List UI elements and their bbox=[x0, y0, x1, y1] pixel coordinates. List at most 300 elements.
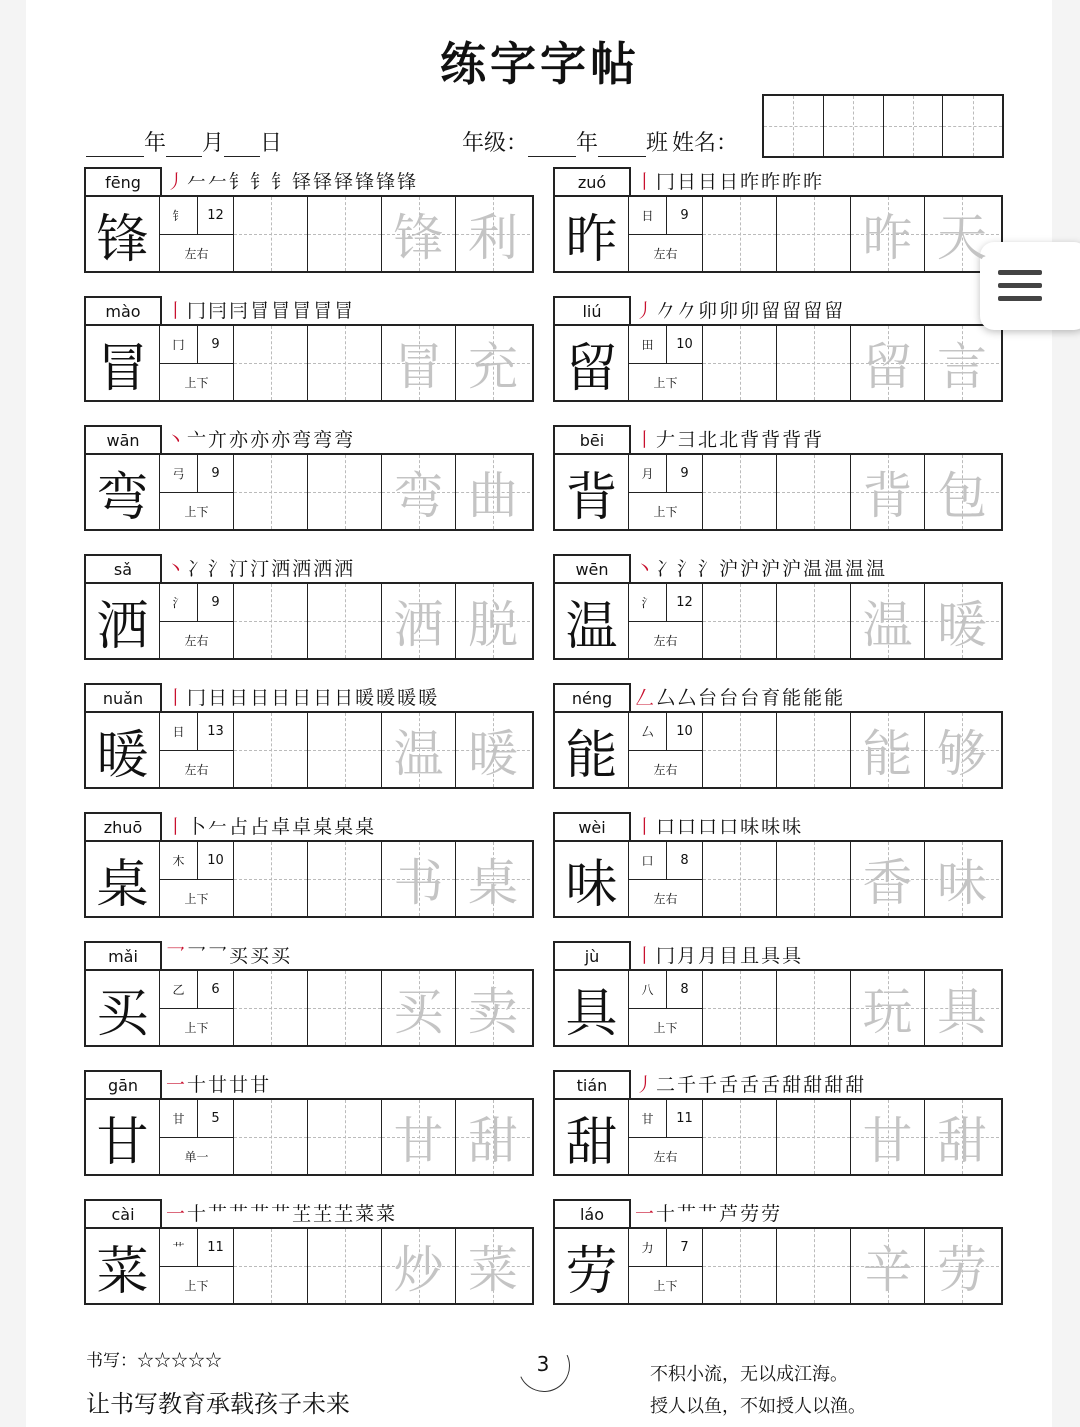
stroke-step: 口 bbox=[677, 816, 699, 838]
trace-cell[interactable] bbox=[456, 842, 530, 916]
trace-cell[interactable] bbox=[456, 455, 530, 529]
stroke-step: 卯 bbox=[740, 300, 762, 322]
pinyin-label: mǎi bbox=[84, 941, 162, 971]
trace-cell[interactable] bbox=[925, 197, 999, 271]
trace-cell[interactable] bbox=[925, 584, 999, 658]
pinyin-label: sǎ bbox=[84, 554, 162, 584]
structure-label: 上下 bbox=[653, 375, 678, 390]
radical-label: 氵 bbox=[629, 584, 667, 621]
model-cell bbox=[86, 455, 160, 529]
stroke-step: 洒 bbox=[292, 558, 314, 580]
stroke-step: 铎 bbox=[334, 171, 356, 193]
practice-cell[interactable] bbox=[777, 842, 851, 916]
trace-character: 辛 bbox=[862, 1241, 913, 1299]
practice-cell[interactable] bbox=[777, 713, 851, 787]
stroke-step: 育 bbox=[761, 687, 783, 709]
stroke-step: 乛 bbox=[208, 945, 230, 967]
info-cell bbox=[160, 326, 234, 400]
stroke-order bbox=[166, 425, 355, 453]
info-cell bbox=[160, 713, 234, 787]
pinyin-label: néng bbox=[553, 683, 631, 713]
grade-year-label: 年 bbox=[576, 131, 599, 156]
trace-character: 甜 bbox=[937, 1112, 987, 1170]
pinyin-label: wēn bbox=[553, 554, 631, 584]
practice-cell[interactable] bbox=[234, 971, 308, 1045]
practice-entry bbox=[553, 1070, 999, 1200]
stroke-step: 锋 bbox=[397, 171, 419, 193]
practice-entry bbox=[84, 941, 530, 1071]
info-cell bbox=[629, 971, 703, 1045]
character-grid bbox=[84, 711, 534, 789]
stroke-step: 温 bbox=[866, 558, 888, 580]
stroke-step: 台 bbox=[719, 687, 741, 709]
grade-class-blank[interactable] bbox=[598, 134, 646, 157]
trace-cell[interactable] bbox=[925, 326, 999, 400]
practice-cell[interactable] bbox=[234, 842, 308, 916]
date-line bbox=[86, 126, 282, 157]
grade-line bbox=[462, 126, 738, 157]
practice-cell[interactable] bbox=[703, 713, 777, 787]
trace-cell[interactable] bbox=[456, 971, 530, 1045]
year-blank[interactable] bbox=[86, 134, 144, 157]
name-cell[interactable] bbox=[764, 96, 824, 156]
radical-label: 木 bbox=[160, 842, 198, 879]
trace-cell[interactable] bbox=[382, 326, 456, 400]
stroke-step: 沪 bbox=[782, 558, 804, 580]
trace-cell[interactable] bbox=[382, 1100, 456, 1174]
stroke-order bbox=[635, 941, 803, 969]
stroke-step: 冒 bbox=[271, 300, 293, 322]
radical-label: 月 bbox=[629, 455, 667, 492]
stroke-count: 7 bbox=[680, 1240, 689, 1255]
model-cell bbox=[555, 326, 629, 400]
trace-character: 曲 bbox=[468, 467, 518, 525]
model-cell bbox=[86, 713, 160, 787]
character-grid bbox=[553, 969, 1003, 1047]
stroke-step: 氵 bbox=[208, 558, 230, 580]
stroke-step: 十 bbox=[187, 1203, 209, 1225]
stroke-step: 丶 bbox=[635, 558, 657, 580]
trace-character: 洒 bbox=[393, 596, 444, 654]
trace-cell[interactable] bbox=[851, 1100, 925, 1174]
stroke-order bbox=[166, 683, 439, 711]
stroke-step: 日 bbox=[271, 687, 293, 709]
practice-entry bbox=[553, 812, 999, 942]
stroke-step: 甜 bbox=[803, 1074, 825, 1096]
stroke-step: 具 bbox=[761, 945, 783, 967]
stroke-step: 味 bbox=[740, 816, 762, 838]
stroke-step: 甘 bbox=[250, 1074, 272, 1096]
stroke-step: 月 bbox=[698, 945, 720, 967]
stroke-step: 能 bbox=[824, 687, 846, 709]
trace-cell[interactable] bbox=[851, 455, 925, 529]
stroke-order bbox=[635, 554, 887, 582]
practice-cell[interactable] bbox=[703, 197, 777, 271]
stroke-step: 丶 bbox=[166, 558, 188, 580]
stroke-count: 12 bbox=[676, 595, 693, 610]
practice-cell[interactable] bbox=[703, 1229, 777, 1303]
trace-cell[interactable] bbox=[456, 1229, 530, 1303]
stroke-step: 汀 bbox=[250, 558, 272, 580]
trace-character: 温 bbox=[862, 596, 913, 654]
radical-label: 口 bbox=[629, 842, 667, 879]
radical-label: 八 bbox=[629, 971, 667, 1008]
model-character: 味 bbox=[565, 854, 618, 915]
info-cell bbox=[629, 584, 703, 658]
stroke-step: 温 bbox=[824, 558, 846, 580]
stroke-count: 11 bbox=[207, 1240, 224, 1255]
practice-cell[interactable] bbox=[234, 455, 308, 529]
stroke-step: 占 bbox=[229, 816, 251, 838]
stroke-step: 日 bbox=[719, 171, 741, 193]
stroke-step: 十 bbox=[187, 1074, 209, 1096]
model-character: 菜 bbox=[96, 1241, 149, 1302]
stroke-step: 𠂊 bbox=[677, 300, 699, 322]
practice-cell[interactable] bbox=[308, 1100, 382, 1174]
practice-cell[interactable] bbox=[308, 842, 382, 916]
structure-label: 上下 bbox=[653, 504, 678, 519]
stroke-count: 10 bbox=[676, 337, 693, 352]
stroke-step: 钅 bbox=[271, 171, 293, 193]
trace-cell[interactable] bbox=[925, 842, 999, 916]
trace-cell[interactable] bbox=[851, 713, 925, 787]
stroke-count: 9 bbox=[680, 466, 689, 481]
stroke-step: 𠂇 bbox=[656, 429, 678, 451]
stroke-step: 冒 bbox=[292, 300, 314, 322]
stroke-order bbox=[166, 296, 355, 324]
pinyin-label: wèi bbox=[553, 812, 631, 842]
stroke-order bbox=[635, 683, 845, 711]
model-character: 昨 bbox=[565, 209, 618, 270]
practice-cell[interactable] bbox=[777, 1100, 851, 1174]
stroke-step: 台 bbox=[698, 687, 720, 709]
grade-class-label: 班 bbox=[646, 131, 669, 156]
radical-label: 乙 bbox=[160, 971, 198, 1008]
structure-label: 上下 bbox=[184, 1020, 209, 1035]
stroke-step: 日 bbox=[292, 687, 314, 709]
stroke-step: 亠 bbox=[187, 429, 209, 451]
stroke-step: 口 bbox=[698, 816, 720, 838]
structure-label: 上下 bbox=[184, 375, 209, 390]
stroke-step: 日 bbox=[229, 687, 251, 709]
trace-character: 冒 bbox=[393, 338, 444, 396]
practice-entry bbox=[84, 812, 530, 942]
pinyin-label: zuó bbox=[553, 167, 631, 197]
character-grid bbox=[553, 324, 1003, 402]
trace-character: 锋 bbox=[393, 209, 444, 267]
practice-entry bbox=[84, 554, 530, 684]
trace-cell[interactable] bbox=[456, 1100, 530, 1174]
stroke-step: 艹 bbox=[250, 1203, 272, 1225]
trace-cell[interactable] bbox=[382, 842, 456, 916]
stroke-step: 丨 bbox=[635, 429, 657, 451]
practice-entry bbox=[553, 683, 999, 813]
trace-character: 温 bbox=[393, 725, 444, 783]
stroke-count: 11 bbox=[676, 1111, 693, 1126]
practice-cell[interactable] bbox=[703, 1100, 777, 1174]
stroke-order bbox=[635, 167, 824, 195]
trace-cell[interactable] bbox=[382, 197, 456, 271]
stroke-step: 洒 bbox=[334, 558, 356, 580]
practice-cell[interactable] bbox=[234, 326, 308, 400]
character-grid bbox=[553, 1227, 1003, 1305]
structure-label: 上下 bbox=[184, 891, 209, 906]
character-grid bbox=[553, 711, 1003, 789]
name-cell[interactable] bbox=[943, 96, 1002, 156]
stroke-order bbox=[635, 1199, 782, 1227]
stroke-step: 留 bbox=[803, 300, 825, 322]
trace-cell[interactable] bbox=[851, 971, 925, 1045]
model-character: 锋 bbox=[96, 209, 149, 270]
stroke-step: 昨 bbox=[803, 171, 825, 193]
stroke-step: 千 bbox=[677, 1074, 699, 1096]
trace-cell[interactable] bbox=[382, 971, 456, 1045]
model-cell bbox=[555, 713, 629, 787]
info-cell bbox=[629, 326, 703, 400]
page-number bbox=[510, 1340, 576, 1390]
stroke-step: 沪 bbox=[719, 558, 741, 580]
trace-cell[interactable] bbox=[925, 713, 999, 787]
stroke-step: 台 bbox=[740, 687, 762, 709]
trace-character: 暖 bbox=[468, 725, 518, 783]
practice-cell[interactable] bbox=[234, 197, 308, 271]
practice-cell[interactable] bbox=[777, 197, 851, 271]
trace-character: 够 bbox=[937, 725, 987, 783]
stroke-order bbox=[166, 167, 418, 195]
stroke-count: 10 bbox=[207, 853, 224, 868]
stroke-step: 乛 bbox=[166, 945, 188, 967]
trace-cell[interactable] bbox=[382, 1229, 456, 1303]
stroke-step: 一 bbox=[166, 1074, 188, 1096]
practice-cell[interactable] bbox=[703, 842, 777, 916]
trace-cell[interactable] bbox=[851, 197, 925, 271]
model-character: 暖 bbox=[96, 725, 149, 786]
stroke-step: 冒 bbox=[334, 300, 356, 322]
info-cell bbox=[160, 197, 234, 271]
stroke-step: 留 bbox=[824, 300, 846, 322]
month-blank[interactable] bbox=[166, 134, 202, 157]
stroke-step: 买 bbox=[229, 945, 251, 967]
trace-character: 能 bbox=[862, 725, 913, 783]
quote-line-2: 授人以鱼，不如授人以渔。 bbox=[650, 1396, 866, 1417]
model-character: 甜 bbox=[565, 1112, 618, 1173]
stroke-step: 彐 bbox=[677, 429, 699, 451]
stroke-step: 廿 bbox=[229, 1074, 251, 1096]
trace-cell[interactable] bbox=[456, 713, 530, 787]
name-box[interactable] bbox=[762, 94, 1004, 158]
structure-label: 左右 bbox=[653, 246, 678, 261]
practice-cell[interactable] bbox=[777, 971, 851, 1045]
trace-cell[interactable] bbox=[925, 455, 999, 529]
pinyin-label: wān bbox=[84, 425, 162, 455]
trace-cell[interactable] bbox=[851, 584, 925, 658]
stroke-step: 氵 bbox=[698, 558, 720, 580]
practice-cell[interactable] bbox=[308, 455, 382, 529]
practice-cell[interactable] bbox=[308, 326, 382, 400]
trace-character: 充 bbox=[468, 338, 518, 396]
practice-cell[interactable] bbox=[703, 584, 777, 658]
character-grid bbox=[84, 453, 534, 531]
trace-cell[interactable] bbox=[851, 326, 925, 400]
writing-rating: 书写：☆☆☆☆☆ bbox=[86, 1351, 222, 1371]
name-cell[interactable] bbox=[824, 96, 884, 156]
model-character: 具 bbox=[565, 983, 618, 1044]
stroke-step: 汀 bbox=[229, 558, 251, 580]
stroke-step: 舌 bbox=[761, 1074, 783, 1096]
character-grid bbox=[553, 582, 1003, 660]
trace-cell[interactable] bbox=[925, 971, 999, 1045]
stroke-step: 日 bbox=[250, 687, 272, 709]
character-grid bbox=[84, 840, 534, 918]
model-cell bbox=[86, 971, 160, 1045]
practice-cell[interactable] bbox=[703, 455, 777, 529]
stroke-step: 冫 bbox=[187, 558, 209, 580]
practice-entry bbox=[84, 296, 530, 426]
practice-entry bbox=[553, 167, 999, 297]
stroke-step: 劳 bbox=[761, 1203, 783, 1225]
stroke-step: 十 bbox=[656, 1203, 678, 1225]
stroke-step: 锋 bbox=[355, 171, 377, 193]
stroke-step: 铎 bbox=[313, 171, 335, 193]
structure-label: 左右 bbox=[184, 246, 209, 261]
year-label: 年 bbox=[144, 131, 167, 156]
practice-cell[interactable] bbox=[308, 1229, 382, 1303]
stroke-step: 买 bbox=[250, 945, 272, 967]
character-grid bbox=[84, 969, 534, 1047]
character-grid bbox=[84, 195, 534, 273]
trace-cell[interactable] bbox=[851, 1229, 925, 1303]
stroke-step: 丨 bbox=[635, 945, 657, 967]
stroke-step: 乛 bbox=[187, 945, 209, 967]
stroke-step: 冒 bbox=[250, 300, 272, 322]
stroke-step: 卓 bbox=[292, 816, 314, 838]
stroke-step: 桌 bbox=[334, 816, 356, 838]
model-cell bbox=[86, 1100, 160, 1174]
stroke-step: 能 bbox=[782, 687, 804, 709]
stroke-step: 一 bbox=[166, 1203, 188, 1225]
practice-cell[interactable] bbox=[777, 1229, 851, 1303]
practice-cell[interactable] bbox=[308, 971, 382, 1045]
practice-cell[interactable] bbox=[308, 584, 382, 658]
stroke-step: 留 bbox=[761, 300, 783, 322]
practice-cell[interactable] bbox=[777, 584, 851, 658]
grade-year-blank[interactable] bbox=[528, 134, 576, 157]
structure-label: 上下 bbox=[653, 1278, 678, 1293]
stroke-step: 口 bbox=[719, 816, 741, 838]
name-cell[interactable] bbox=[884, 96, 944, 156]
practice-cell[interactable] bbox=[703, 326, 777, 400]
trace-cell[interactable] bbox=[382, 713, 456, 787]
trace-cell[interactable] bbox=[925, 1229, 999, 1303]
trace-cell[interactable] bbox=[456, 326, 530, 400]
stroke-step: 丿 bbox=[166, 171, 188, 193]
stroke-count: 9 bbox=[680, 208, 689, 223]
practice-cell[interactable] bbox=[308, 197, 382, 271]
trace-cell[interactable] bbox=[925, 1100, 999, 1174]
character-grid bbox=[553, 195, 1003, 273]
stroke-step: 艹 bbox=[698, 1203, 720, 1225]
stroke-step: 舌 bbox=[719, 1074, 741, 1096]
structure-label: 左右 bbox=[653, 762, 678, 777]
practice-entry bbox=[553, 554, 999, 684]
practice-cell[interactable] bbox=[777, 455, 851, 529]
practice-cell[interactable] bbox=[308, 713, 382, 787]
structure-label: 左右 bbox=[653, 1149, 678, 1164]
day-blank[interactable] bbox=[224, 134, 260, 157]
stroke-step: 𠂉 bbox=[208, 816, 230, 838]
stroke-step: 𠂉 bbox=[187, 171, 209, 193]
stroke-step: 洒 bbox=[313, 558, 335, 580]
practice-cell[interactable] bbox=[234, 1100, 308, 1174]
stroke-step: 沪 bbox=[740, 558, 762, 580]
stroke-count: 8 bbox=[680, 853, 689, 868]
practice-cell[interactable] bbox=[234, 584, 308, 658]
stroke-step: 钅 bbox=[250, 171, 272, 193]
stroke-step: 日 bbox=[698, 171, 720, 193]
info-cell bbox=[160, 971, 234, 1045]
stroke-step: 丿 bbox=[635, 1074, 657, 1096]
trace-character: 桌 bbox=[468, 854, 518, 912]
practice-cell[interactable] bbox=[234, 713, 308, 787]
trace-cell[interactable] bbox=[851, 842, 925, 916]
stroke-count: 9 bbox=[211, 337, 220, 352]
pinyin-label: láo bbox=[553, 1199, 631, 1229]
model-character: 桌 bbox=[96, 854, 149, 915]
trace-character: 书 bbox=[393, 854, 444, 912]
radical-label: 冂 bbox=[160, 326, 198, 363]
stroke-step: 舌 bbox=[740, 1074, 762, 1096]
stroke-step: 月 bbox=[677, 945, 699, 967]
model-cell bbox=[555, 455, 629, 529]
radical-label: 甘 bbox=[160, 1100, 198, 1137]
model-cell bbox=[86, 842, 160, 916]
structure-label: 左右 bbox=[184, 633, 209, 648]
stroke-step: 冃 bbox=[229, 300, 251, 322]
pinyin-label: bēi bbox=[553, 425, 631, 455]
stroke-count: 10 bbox=[676, 724, 693, 739]
model-character: 冒 bbox=[96, 338, 149, 399]
character-grid bbox=[84, 1227, 534, 1305]
stroke-step: 桌 bbox=[313, 816, 335, 838]
stroke-count: 8 bbox=[680, 982, 689, 997]
stroke-step: 日 bbox=[208, 687, 230, 709]
stroke-step: 能 bbox=[803, 687, 825, 709]
practice-entry bbox=[553, 296, 999, 426]
model-character: 背 bbox=[565, 467, 618, 528]
stroke-step: 冂 bbox=[656, 171, 678, 193]
trace-character: 卖 bbox=[468, 983, 518, 1041]
stroke-step: 锋 bbox=[376, 171, 398, 193]
trace-cell[interactable] bbox=[456, 584, 530, 658]
model-character: 能 bbox=[565, 725, 618, 786]
stroke-step: 卯 bbox=[698, 300, 720, 322]
character-grid bbox=[84, 1098, 534, 1176]
practice-cell[interactable] bbox=[777, 326, 851, 400]
model-cell bbox=[555, 584, 629, 658]
stroke-step: 味 bbox=[782, 816, 804, 838]
stroke-step: 厶 bbox=[677, 687, 699, 709]
stroke-step: 𠃋 bbox=[635, 687, 657, 709]
info-cell bbox=[160, 584, 234, 658]
trace-cell[interactable] bbox=[382, 584, 456, 658]
stroke-step: 铎 bbox=[292, 171, 314, 193]
trace-cell[interactable] bbox=[382, 455, 456, 529]
practice-cell[interactable] bbox=[703, 971, 777, 1045]
trace-character: 玩 bbox=[862, 983, 913, 1041]
practice-cell[interactable] bbox=[234, 1229, 308, 1303]
trace-cell[interactable] bbox=[456, 197, 530, 271]
structure-label: 单一 bbox=[184, 1149, 209, 1164]
